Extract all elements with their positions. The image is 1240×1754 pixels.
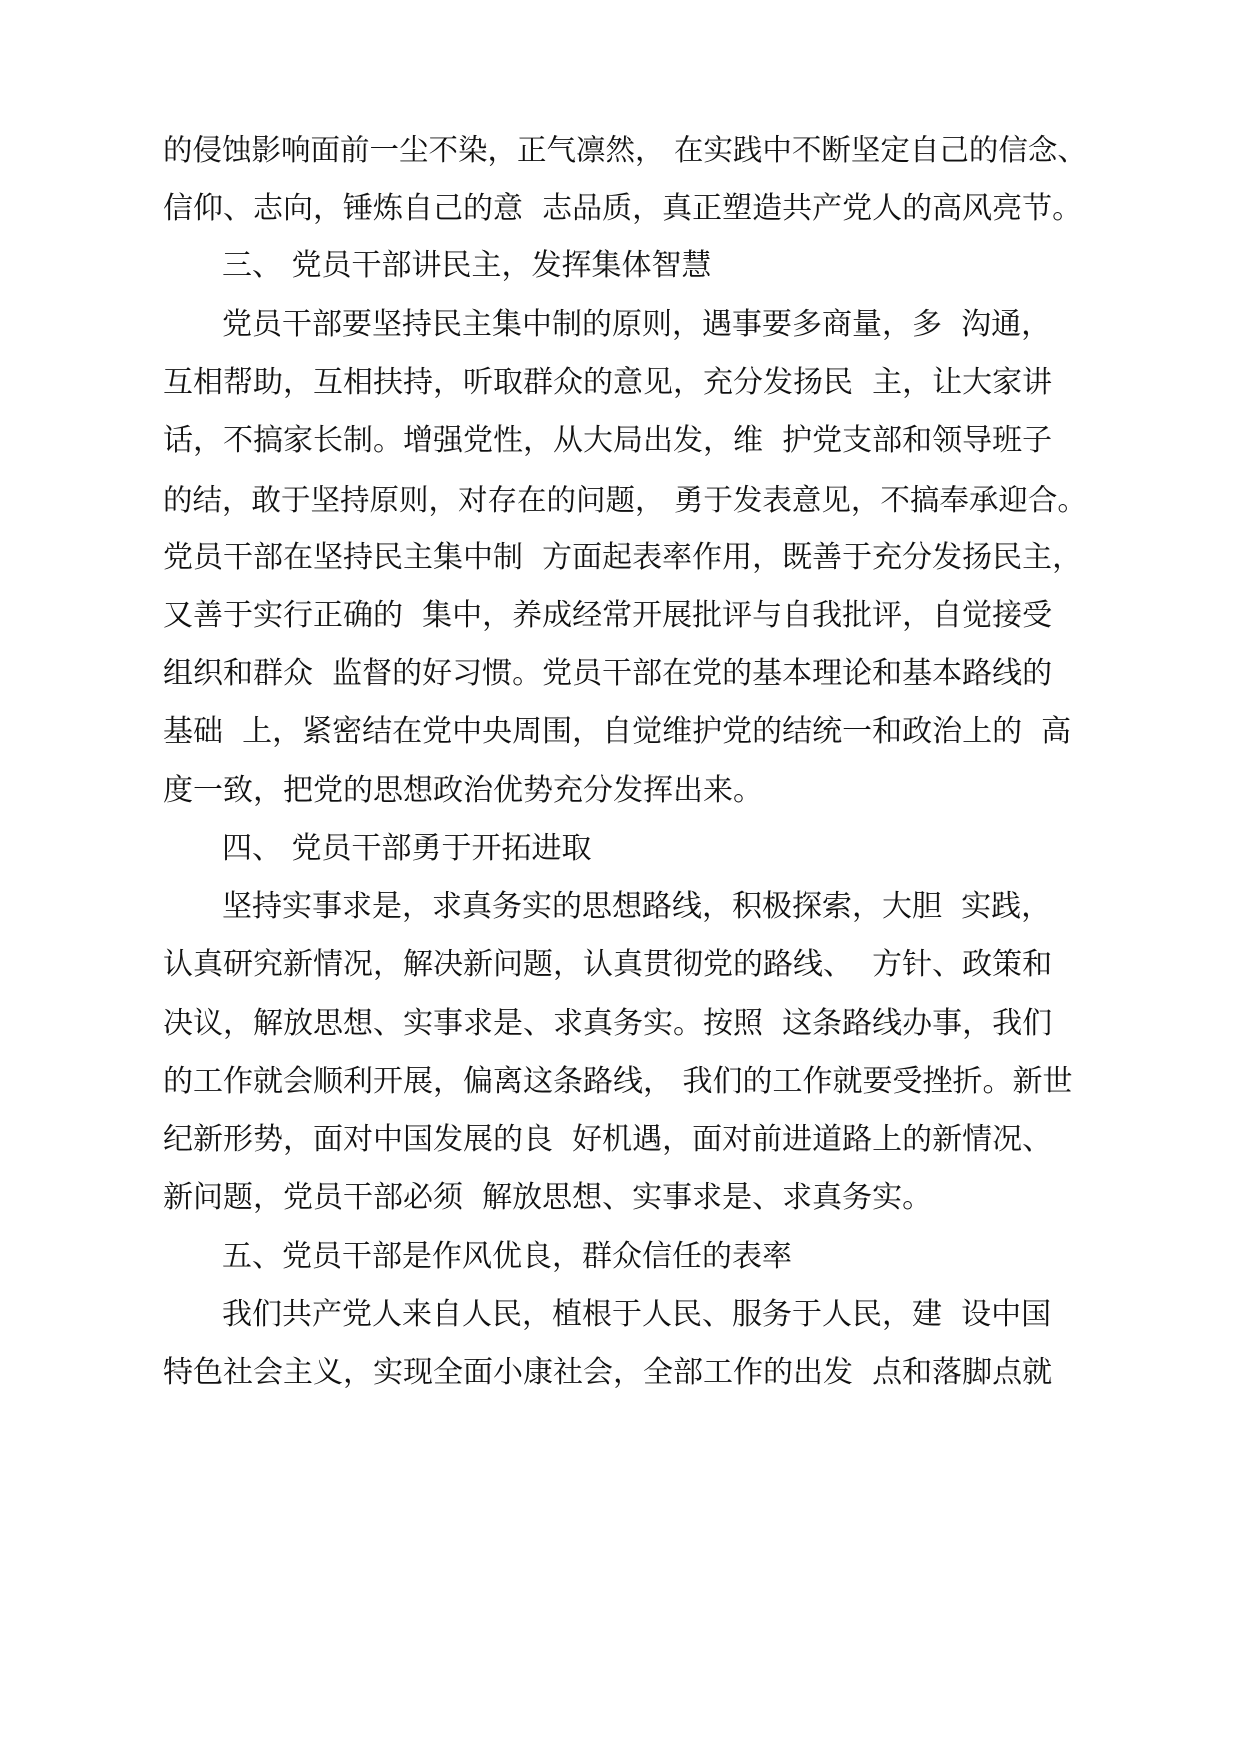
text-line: 又善于实行正确的 集中，养成经常开展批评与自我批评，自觉接受 — [163, 598, 1053, 633]
text-line: 我们共产党人来自人民，植根于人民、服务于人民，建 设中国 — [222, 1297, 1052, 1332]
text-line: 话，不搞家长制。增强党性，从大局出发，维 护党支部和领导班子 — [163, 423, 1053, 458]
text-line: 度一致，把党的思想政治优势充分发挥出来。 — [163, 773, 763, 808]
text-line: 的结，敢于坚持原则，对存在的问题， 勇于发表意见，不搞奉承迎合。 — [163, 483, 1087, 517]
text-line: 新问题，党员干部必须 解放思想、实事求是、求真务实。 — [163, 1180, 933, 1215]
text-line: 党员干部在坚持民主集中制 方面起表率作用，既善于充分发扬民主， — [163, 540, 1083, 575]
text-line: 党员干部要坚持民主集中制的原则，遇事要多商量，多 沟通， — [222, 307, 1052, 342]
text-line: 认真研究新情况，解决新问题，认真贯彻党的路线、 方针、政策和 — [163, 947, 1053, 982]
text-line: 组织和群众 监督的好习惯。党员干部在党的基本理论和基本路线的 — [163, 656, 1053, 691]
text-line: 特色社会主义，实现全面小康社会，全部工作的出发 点和落脚点就 — [163, 1355, 1053, 1390]
text-line: 纪新形势，面对中国发展的良 好机遇，面对前进道路上的新情况、 — [163, 1122, 1053, 1157]
text-line: 决议，解放思想、实事求是、求真务实。按照 这条路线办事，我们 — [163, 1006, 1053, 1041]
text-line: 的侵蚀影响面前一尘不染，正气凛然， 在实践中不断坚定自己的信念、 — [163, 133, 1087, 167]
section-heading: 三、 党员干部讲民主，发挥集体智慧 — [222, 248, 712, 283]
text-line: 互相帮助，互相扶持，听取群众的意见，充分发扬民 主，让大家讲 — [163, 365, 1053, 400]
text-line: 坚持实事求是，求真务实的思想路线，积极探索，大胆 实践， — [222, 889, 1052, 924]
section-heading: 五、党员干部是作风优良，群众信任的表率 — [222, 1239, 792, 1274]
text-line: 基础 上，紧密结在党中央周围，自觉维护党的结统一和政治上的 高 — [163, 714, 1072, 749]
text-line: 的工作就会顺利开展，偏离这条路线， 我们的工作就要受挫折。新世 — [163, 1064, 1073, 1099]
text-line: 信仰、志向，锤炼自己的意 志品质，真正塑造共产党人的高风亮节。 — [163, 191, 1083, 226]
section-heading: 四、 党员干部勇于开拓进取 — [222, 831, 592, 866]
